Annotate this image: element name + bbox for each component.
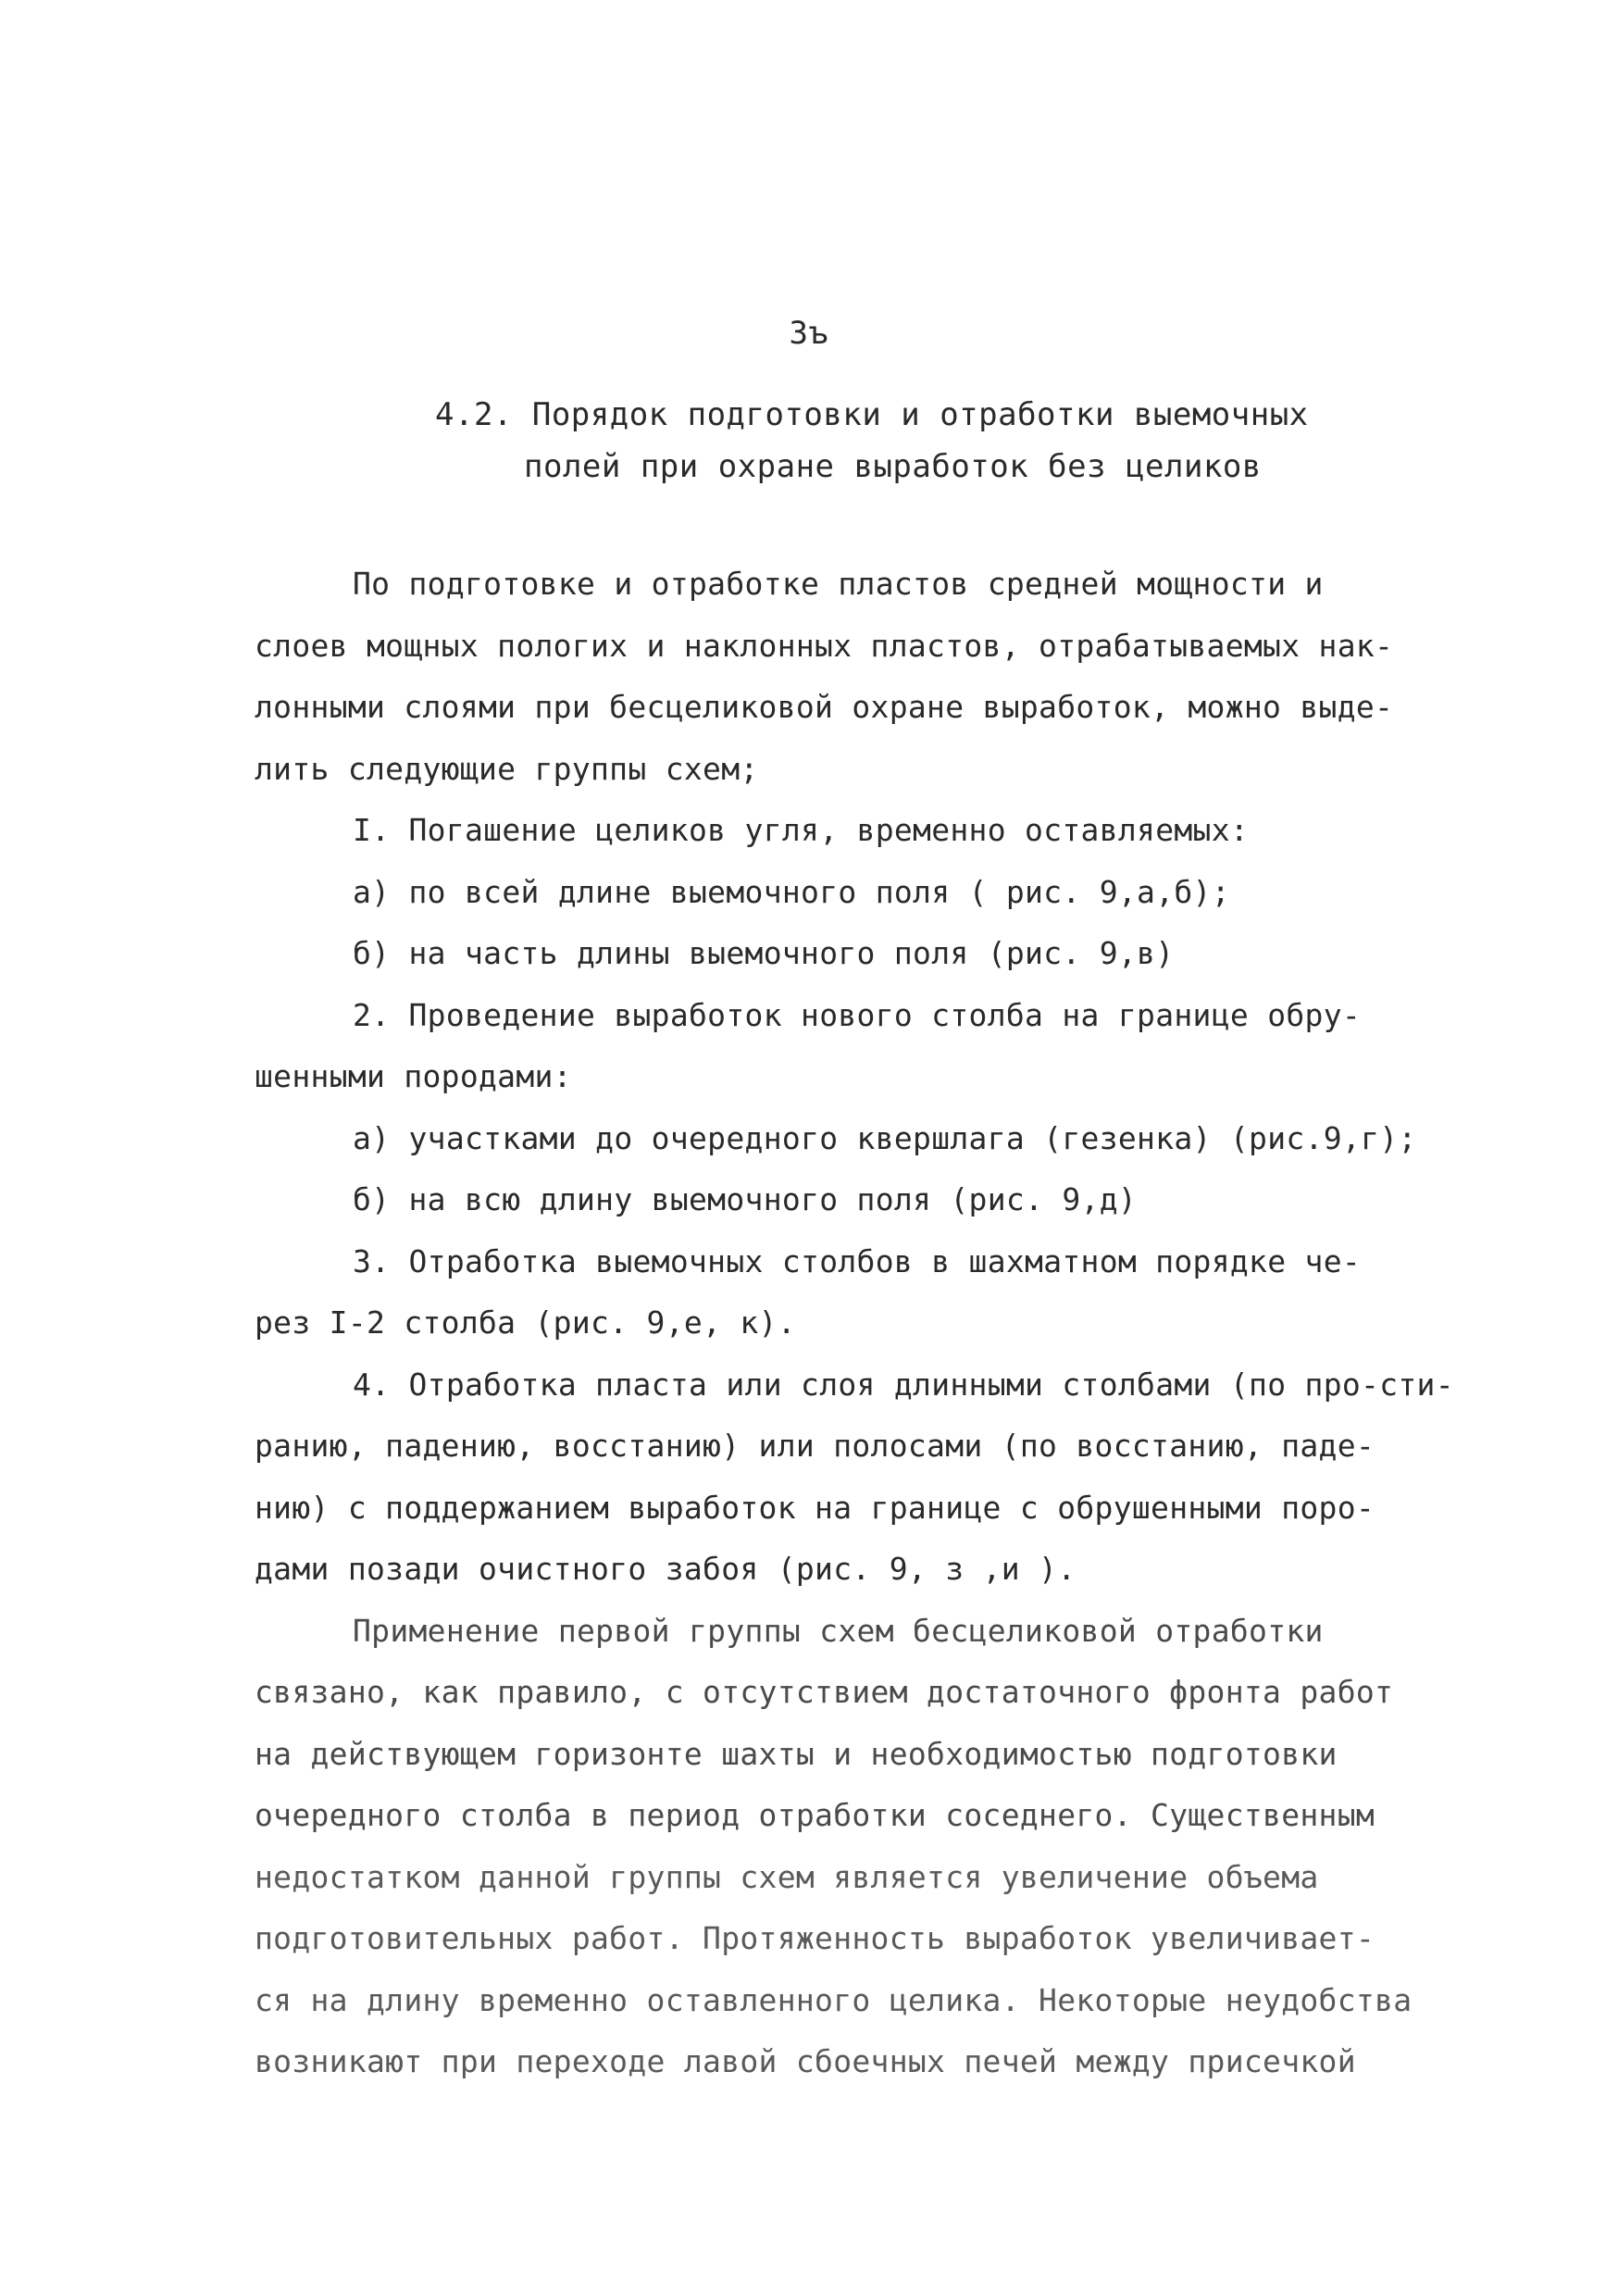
paragraph-line: на действующем горизонте шахты и необходимостью подготовки	[255, 1735, 1338, 1772]
paragraph-line: связано, как правило, с отсутствием достаточного фронта работ	[255, 1674, 1394, 1710]
list-item: I. Погашение целиков угля, временно оставляемых:	[353, 812, 1250, 848]
list-item: 3. Отработка выемочных столбов в шахматном порядке че-	[353, 1242, 1362, 1279]
paragraph-line: возникают при переходе лавой сбоечных печей между присечкой	[255, 2043, 1356, 2079]
paragraph-line: подготовительных работ. Протяженность выработок увеличивает-	[255, 1920, 1375, 1956]
body-text	[255, 554, 1454, 2093]
page-number: 3ъ	[789, 315, 829, 352]
list-item: б) на всю длину выемочного поля (рис. 9,д)	[353, 1181, 1138, 1217]
text-line: По подготовке и отработке пластов средней мощности и	[353, 566, 1324, 602]
list-item: 2. Проведение выработок нового столба на границе обру-	[353, 996, 1362, 1033]
section-heading-line-1: 4.2. Порядок подготовки и отработки выемочных	[435, 396, 1309, 433]
text-line: дами позади очистного забоя (рис. 9, з ,и ).	[255, 1551, 1077, 1587]
text-line: шенными породами:	[255, 1058, 572, 1094]
text-line: рез I-2 столба (рис. 9,е, к).	[255, 1304, 796, 1341]
section-heading-line-2: полей при охране выработок без целиков	[524, 448, 1262, 485]
paragraph-line: Применение первой группы схем бесцеликовой отработки	[353, 1612, 1324, 1649]
list-item: а) участками до очередного квершлага (гезенка) (рис.9,г);	[353, 1119, 1417, 1156]
list-item: б) на часть длины выемочного поля (рис. 9,в)	[353, 935, 1175, 971]
list-item: а) по всей длине выемочного поля ( рис. 9,а,б);	[353, 873, 1230, 910]
text-line: слоев мощных пологих и наклонных пластов, отрабатываемых нак-	[255, 627, 1394, 664]
text-line: ранию, падению, восстанию) или полосами (по восстанию, паде-	[255, 1428, 1375, 1464]
paragraph-line: ся на длину временно оставленного целика. Некоторые неудобства	[255, 1981, 1413, 2018]
paragraph-line: очередного столба в период отработки соседнего. Существенным	[255, 1797, 1375, 1833]
section-heading	[435, 389, 1453, 493]
text-line: нию) с поддержанием выработок на границе с обрушенными поро-	[255, 1489, 1375, 1526]
text-line: лонными слоями при бесцеликовой охране выработок, можно выде-	[255, 689, 1394, 725]
list-item: 4. Отработка пласта или слоя длинными столбами (по про-сти-	[353, 1366, 1454, 1403]
text-line: лить следующие группы схем;	[255, 750, 759, 787]
paragraph-line: недостатком данной группы схем является увеличение объема	[255, 1858, 1319, 1895]
